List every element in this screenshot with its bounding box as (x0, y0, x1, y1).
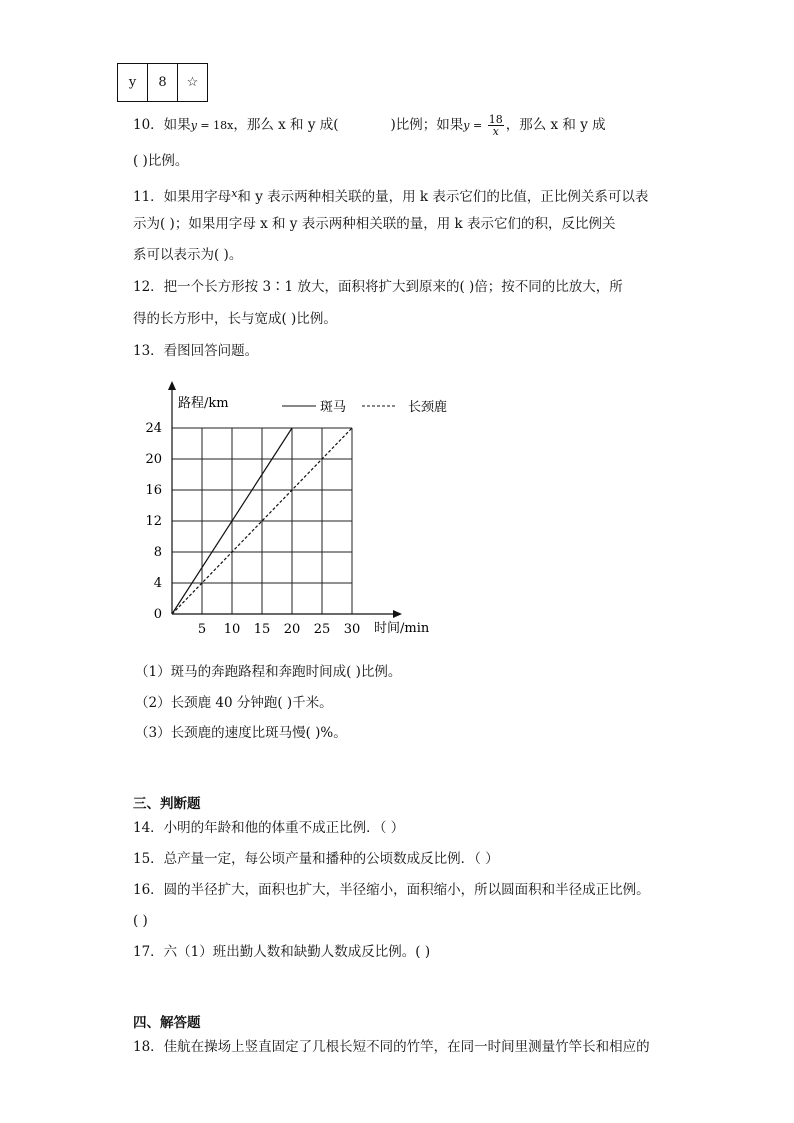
question-12-line-1: 12．把一个长方形按 3∶1 放大，面积将扩大到原来的( )倍；按不同的比放大，所 (133, 279, 623, 295)
question-11-line-2: 示为( )；如果用字母 x 和 y 表示两种相关联的量，用 k 表示它们的积，反比例关 (133, 216, 616, 232)
question-16-line-2: ( ) (133, 913, 148, 929)
eq1-var: y (190, 119, 197, 132)
chart-axes (168, 381, 402, 618)
y-axis-arrow (168, 381, 176, 390)
question-13-title: 13．看图回答问题。 (133, 343, 259, 359)
question-15: 15．总产量一定，每公顷产量和播种的公顷数成反比例．（ ） (133, 851, 499, 867)
question-18: 18．佳航在操场上竖直固定了几根长短不同的竹竿，在同一时间里测量竹竿长和相应的 (133, 1039, 650, 1055)
section-3-heading: 三、判断题 (133, 796, 201, 812)
value-table (117, 63, 208, 102)
question-11-line-3: 系可以表示为( )。 (133, 247, 243, 263)
y-tick-label: 20 (145, 452, 162, 467)
chart-legend (282, 400, 447, 415)
y-axis-label: 路程/km (178, 396, 229, 411)
x-tick-label: 15 (253, 622, 271, 637)
y-tick-label: 8 (153, 545, 162, 560)
legend-label: 长颈鹿 (408, 400, 448, 415)
table-cell: ☆ (178, 64, 208, 102)
question-13-sub-2: （2）长颈鹿 40 分钟跑( )千米。 (135, 695, 333, 711)
table-cell: y (118, 64, 148, 102)
y-tick-label: 24 (145, 421, 162, 436)
section-4-heading: 四、解答题 (133, 1015, 201, 1031)
x-axis-arrow (393, 610, 402, 618)
y-tick-label: 4 (153, 576, 162, 591)
question-13-sub-1: （1）斑马的奔跑路程和奔跑时间成( )比例。 (135, 664, 402, 680)
x-tick-label: 20 (283, 622, 301, 637)
table-cell: 8 (148, 64, 178, 102)
y-tick-label: 12 (145, 514, 162, 529)
x-tick-label: 30 (343, 622, 361, 637)
distance-time-chart (130, 378, 450, 643)
x-axis-label: 时间/min (374, 621, 430, 636)
question-12-line-2: 得的长方形中，长与宽成( )比例。 (133, 311, 337, 327)
fraction-18-over-x: $\frac{18}{x}$ (488, 113, 503, 138)
y-tick-label: 16 (145, 483, 162, 498)
question-10-line-1: 10．如果y = 18x，那么 x 和 y 成( )比例；如果y = $\frac{18}{x}$ ，那么 x 和 y 成 (133, 113, 606, 138)
question-10-line-2: ( )比例。 (133, 153, 189, 169)
question-14: 14．小明的年龄和他的体重不成正比例．（ ） (133, 820, 405, 836)
x-tick-label: 5 (197, 622, 207, 637)
question-13-sub-3: （3）长颈鹿的速度比斑马慢( )%。 (135, 725, 347, 741)
x-tick-label: 10 (223, 622, 241, 637)
x-tick-label: 25 (313, 622, 331, 637)
question-11-line-1: 11．如果用字母$^x$和 y 表示两种相关联的量，用 k 表示它们的比值，正比例关系可以表 (133, 187, 649, 205)
question-16-line-1: 16．圆的半径扩大，面积也扩大，半径缩小，面积缩小，所以圆面积和半径成正比例。 (133, 882, 650, 898)
legend-label: 斑马 (320, 400, 347, 415)
question-17: 17．六（1）班出勤人数和缺勤人数成反比例。( ) (133, 944, 431, 960)
y-tick-label: 0 (153, 607, 162, 622)
